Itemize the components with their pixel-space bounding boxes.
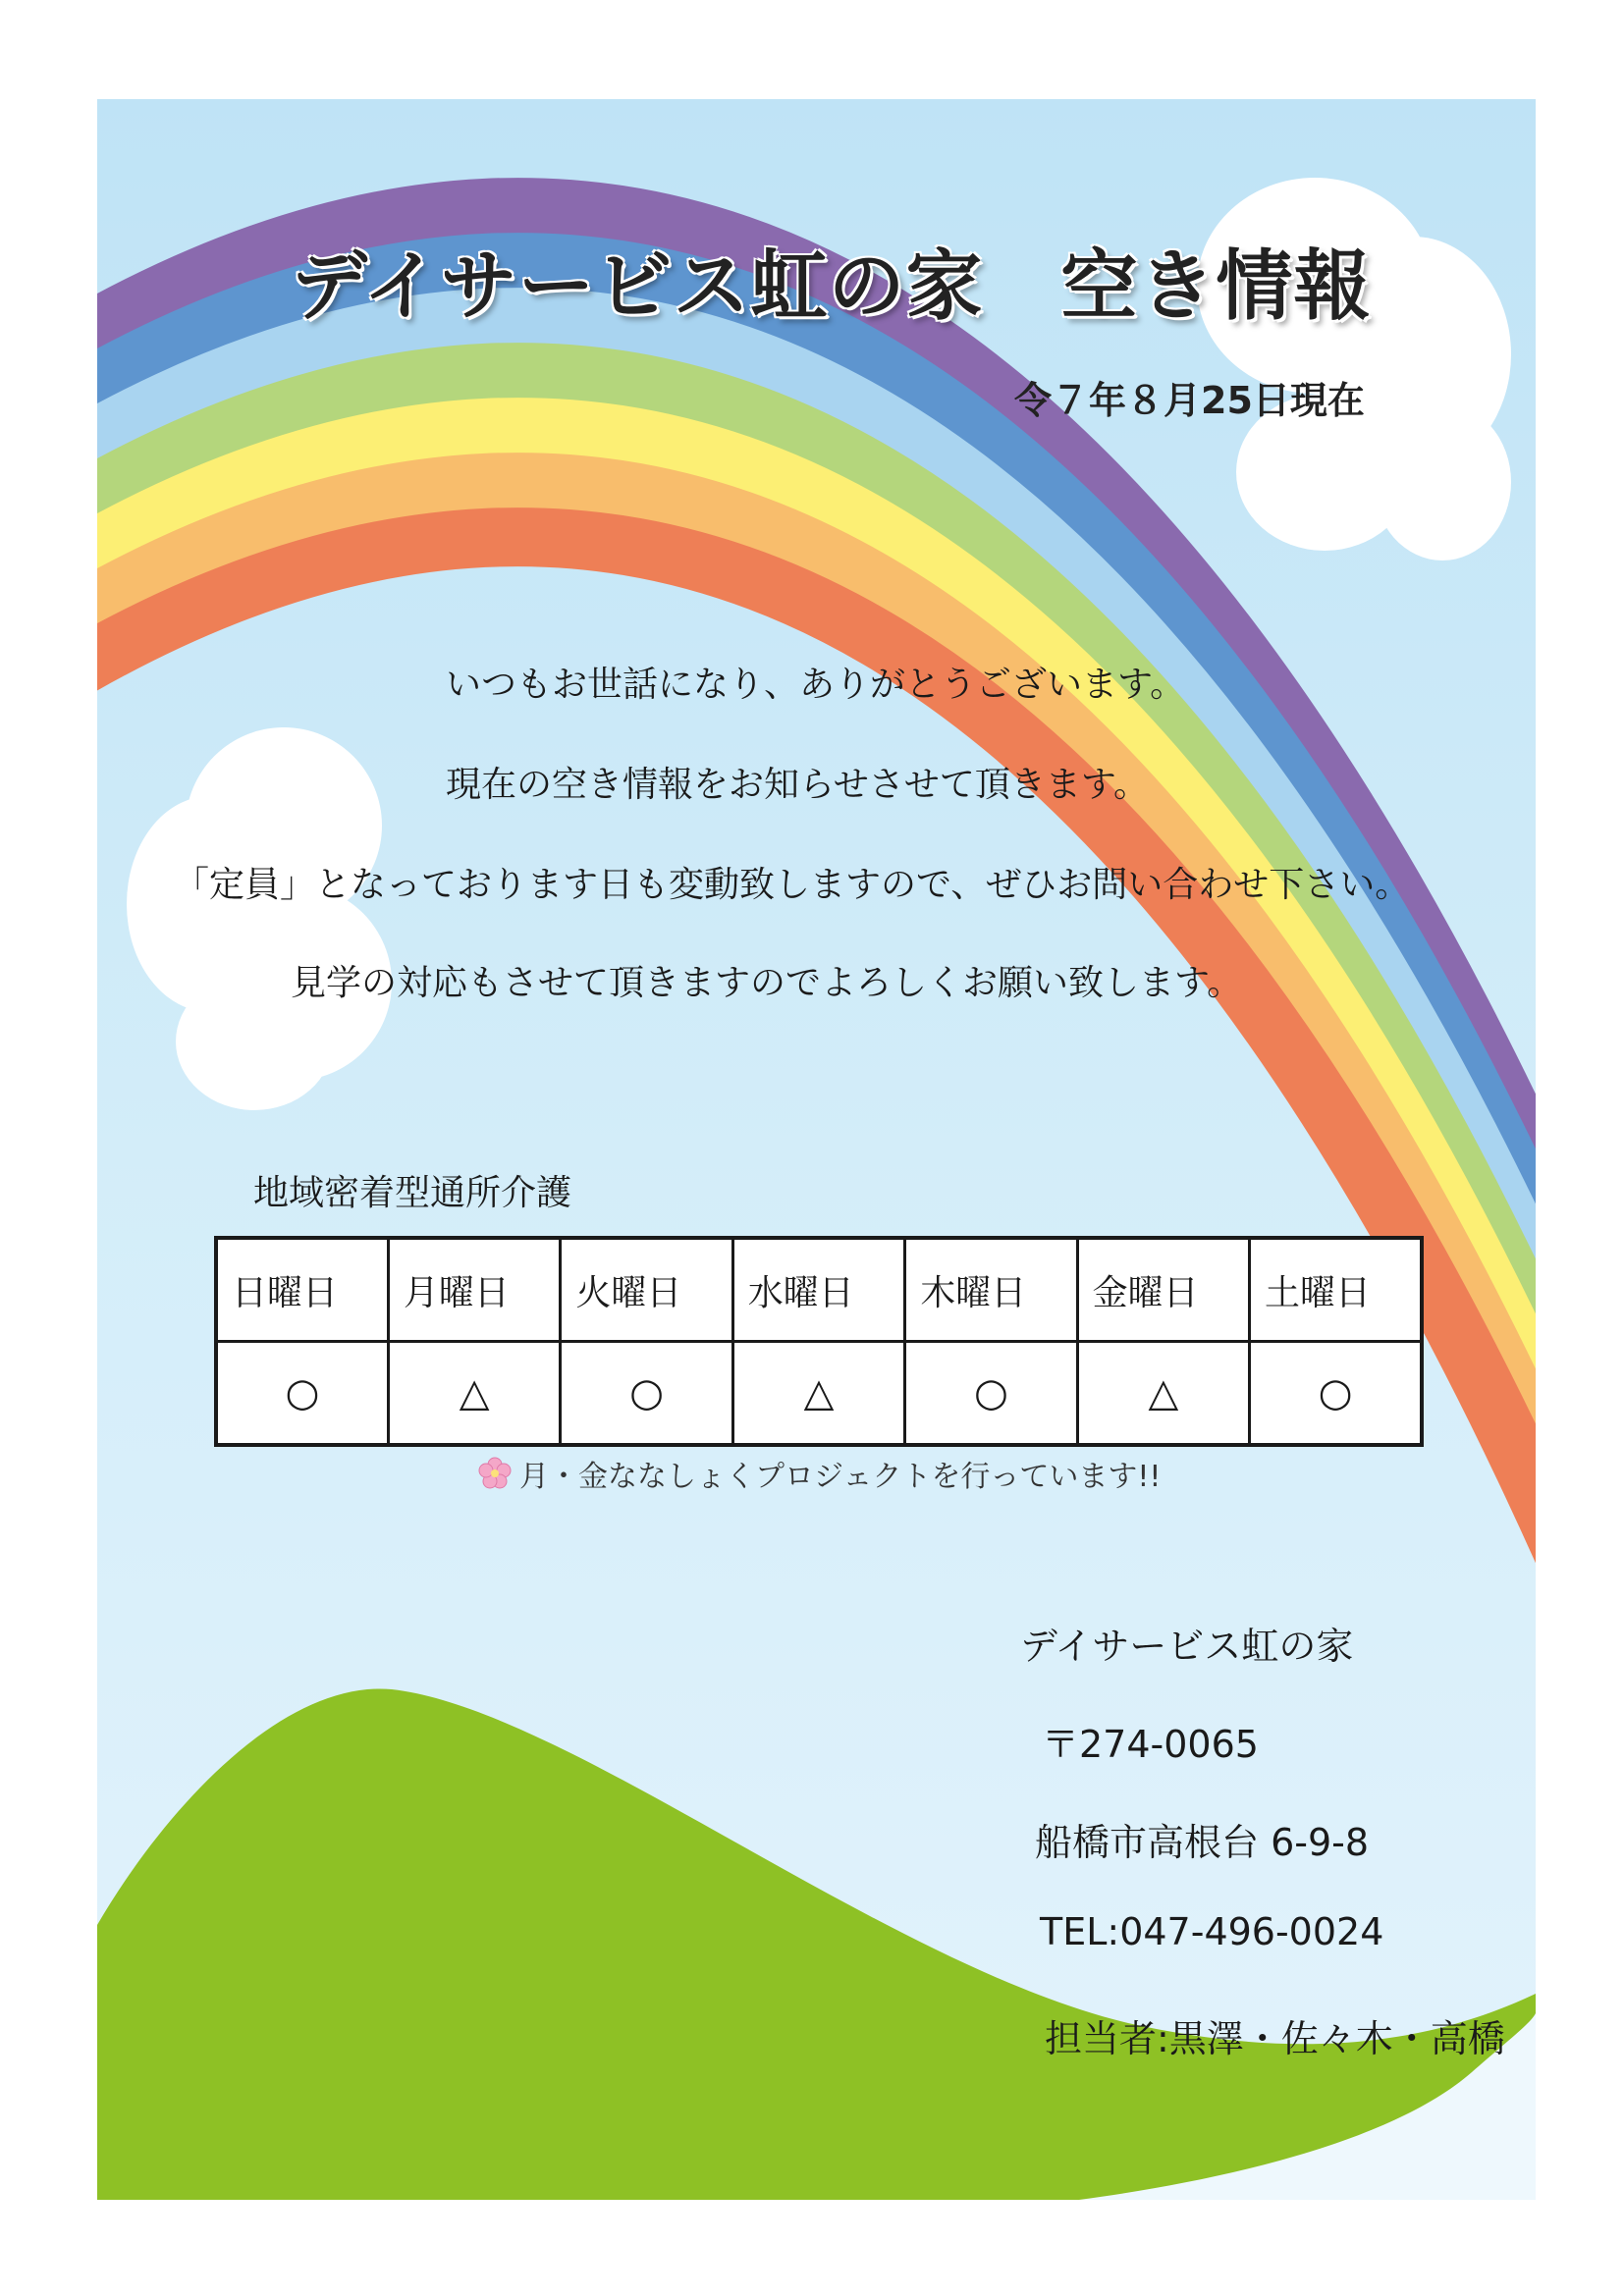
day-header: 月曜日 (388, 1238, 560, 1342)
day-header: 木曜日 (905, 1238, 1077, 1342)
availability-mark: ○ (561, 1342, 732, 1446)
availability-mark: △ (1077, 1342, 1249, 1446)
service-type-label: 地域密着型通所介護 (253, 1173, 572, 1213)
message-line-1: いつもお世話になり、ありがとうございます。 (446, 665, 1186, 705)
availability-mark: ○ (905, 1342, 1077, 1446)
message-line-3: 「定員」となっております日も変動致しますので、ぜひお問い合わせ下さい。 (174, 865, 1411, 905)
facility-name: デイサービス虹の家 (1020, 1625, 1354, 1668)
phone-number: TEL:047-496-0024 (1040, 1910, 1384, 1953)
as-of-date: 令７年８月25日現在 (1014, 379, 1365, 422)
availability-table (214, 1236, 1424, 1447)
address: 船橋市高根台 6-9-8 (1035, 1821, 1370, 1864)
project-note-text: 月・金ななしょくプロジェクトを行っています!! (519, 1460, 1162, 1494)
page-title: デイサービス虹の家 空き情報 (291, 242, 1372, 331)
availability-mark: ○ (216, 1342, 388, 1446)
cloud-left (127, 727, 392, 1110)
availability-mark: ○ (1250, 1342, 1422, 1446)
availability-mark: △ (732, 1342, 904, 1446)
project-note (478, 1452, 1161, 1495)
day-header-row (216, 1238, 1422, 1342)
day-header: 日曜日 (216, 1238, 388, 1342)
day-header: 火曜日 (561, 1238, 732, 1342)
postal-code: 〒274-0065 (1042, 1723, 1259, 1766)
message-line-2: 現在の空き情報をお知らせさせて頂きます。 (446, 765, 1150, 805)
day-header: 金曜日 (1077, 1238, 1249, 1342)
day-header: 土曜日 (1250, 1238, 1422, 1342)
flower-icon (478, 1457, 512, 1490)
availability-mark: △ (388, 1342, 560, 1446)
poster (97, 99, 1536, 2200)
staff-in-charge: 担当者:黒澤・佐々木・高橋 (1045, 2017, 1505, 2060)
day-header: 水曜日 (732, 1238, 904, 1342)
message-line-4: 見学の対応もさせて頂きますのでよろしくお願い致します。 (291, 963, 1243, 1003)
availability-row (216, 1342, 1422, 1446)
